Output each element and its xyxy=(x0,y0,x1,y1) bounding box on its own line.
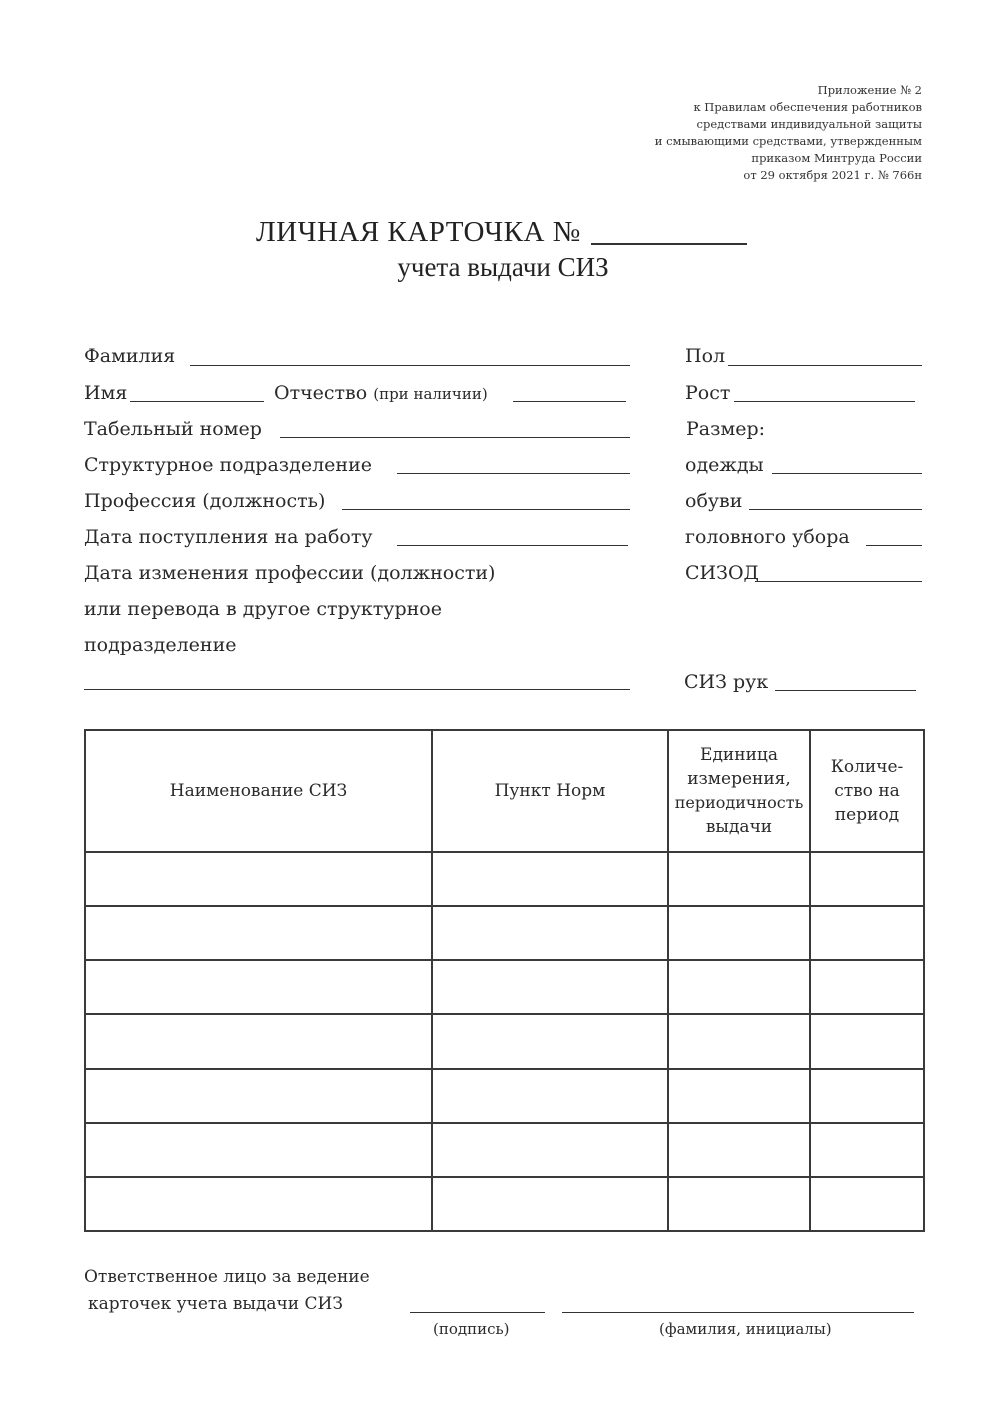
siz-name-cell[interactable] xyxy=(85,852,432,906)
name-label: Имя xyxy=(84,382,128,404)
table-row xyxy=(85,960,924,1014)
change-date-label-2: или перевода в другое структурное xyxy=(84,598,442,620)
hire-date-field[interactable] xyxy=(397,545,628,546)
quantity-cell[interactable] xyxy=(810,906,924,960)
siz-name-cell[interactable] xyxy=(85,1177,432,1231)
quantity-cell[interactable] xyxy=(810,1014,924,1068)
card-number-field[interactable] xyxy=(591,243,747,245)
header-qty-l2: ство на xyxy=(834,781,900,801)
hire-date-label: Дата поступления на работу xyxy=(84,526,373,548)
unit-period-cell[interactable] xyxy=(668,1123,810,1177)
card-subtitle xyxy=(0,252,1000,283)
department-field[interactable] xyxy=(397,473,630,474)
patronymic-note: (при наличии) xyxy=(373,385,488,403)
annex-line: приказом Минтруда России xyxy=(751,151,922,165)
siz-name-cell[interactable] xyxy=(85,906,432,960)
clothes-size-label: одежды xyxy=(685,454,764,476)
patronymic-label xyxy=(274,382,488,405)
headwear-size-field[interactable] xyxy=(866,545,922,546)
norm-item-cell[interactable] xyxy=(432,906,668,960)
quantity-cell[interactable] xyxy=(810,1123,924,1177)
table-row xyxy=(85,1177,924,1231)
norm-item-cell[interactable] xyxy=(432,1177,668,1231)
name-caption: (фамилия, инициалы) xyxy=(659,1320,832,1338)
siz-name-cell[interactable] xyxy=(85,1123,432,1177)
header-quantity xyxy=(810,730,924,852)
sizod-label: СИЗОД xyxy=(685,562,759,584)
responsible-label-2: карточек учета выдачи СИЗ xyxy=(88,1294,343,1314)
table-row xyxy=(85,852,924,906)
table-body xyxy=(85,852,924,1231)
norm-item-cell[interactable] xyxy=(432,1123,668,1177)
siz-hands-field[interactable] xyxy=(775,690,916,691)
signature-field[interactable] xyxy=(410,1312,545,1313)
height-field[interactable] xyxy=(734,401,915,402)
siz-name-cell[interactable] xyxy=(85,960,432,1014)
full-name-field[interactable] xyxy=(562,1312,914,1313)
siz-name-cell[interactable] xyxy=(85,1069,432,1123)
responsible-label-1: Ответственное лицо за ведение xyxy=(84,1267,370,1287)
table-header-row xyxy=(85,730,924,852)
change-date-label-1: Дата изменения профессии (должности) xyxy=(84,562,496,584)
change-date-field[interactable] xyxy=(84,689,630,690)
header-norm-item: Пункт Норм xyxy=(432,730,668,852)
height-label: Рост xyxy=(685,382,731,404)
annex-note xyxy=(502,82,922,184)
unit-period-cell[interactable] xyxy=(668,960,810,1014)
name-field[interactable] xyxy=(130,401,264,402)
clothes-size-field[interactable] xyxy=(772,473,922,474)
surname-field[interactable] xyxy=(190,365,630,366)
profession-field[interactable] xyxy=(342,509,630,510)
table-row xyxy=(85,1069,924,1123)
shoe-size-field[interactable] xyxy=(749,509,922,510)
siz-table xyxy=(84,729,925,1232)
tab-number-field[interactable] xyxy=(280,437,630,438)
annex-line: к Правилам обеспечения работников xyxy=(693,100,922,114)
unit-period-cell[interactable] xyxy=(668,852,810,906)
siz-name-cell[interactable] xyxy=(85,1014,432,1068)
profession-label: Профессия (должность) xyxy=(84,490,326,512)
siz-hands-label: СИЗ рук xyxy=(684,671,769,693)
header-unit-period xyxy=(668,730,810,852)
surname-label: Фамилия xyxy=(84,345,176,367)
table-row xyxy=(85,1123,924,1177)
header-qty-l1: Количе- xyxy=(830,757,904,777)
header-siz-name: Наименование СИЗ xyxy=(85,730,432,852)
norm-item-cell[interactable] xyxy=(432,960,668,1014)
card-subtitle-text: учета выдачи СИЗ xyxy=(397,252,609,282)
tab-number-label: Табельный номер xyxy=(84,418,262,440)
unit-period-cell[interactable] xyxy=(668,1177,810,1231)
quantity-cell[interactable] xyxy=(810,852,924,906)
table-row xyxy=(85,906,924,960)
table-row xyxy=(85,1014,924,1068)
header-unit-l3: периодичность xyxy=(674,793,804,812)
headwear-size-label: головного убора xyxy=(685,526,850,548)
annex-line: и смывающими средствами, утвержденным xyxy=(654,134,922,148)
sizod-field[interactable] xyxy=(755,581,922,582)
norm-item-cell[interactable] xyxy=(432,852,668,906)
quantity-cell[interactable] xyxy=(810,1069,924,1123)
quantity-cell[interactable] xyxy=(810,1177,924,1231)
department-label: Структурное подразделение xyxy=(84,454,372,476)
header-unit-l4: выдачи xyxy=(705,817,773,837)
shoe-size-label: обуви xyxy=(685,490,743,512)
header-qty-l3: период xyxy=(834,805,900,825)
annex-line: Приложение № 2 xyxy=(817,83,922,97)
patronymic-text: Отчество xyxy=(274,382,368,404)
size-label: Размер: xyxy=(686,418,766,440)
unit-period-cell[interactable] xyxy=(668,1014,810,1068)
change-date-label-3: подразделение xyxy=(84,634,237,656)
annex-line: от 29 октября 2021 г. № 766н xyxy=(743,168,922,182)
header-unit-l1: Единица xyxy=(700,745,778,765)
norm-item-cell[interactable] xyxy=(432,1069,668,1123)
annex-line: средствами индивидуальной защиты xyxy=(696,117,922,131)
patronymic-field[interactable] xyxy=(513,401,626,402)
signature-caption: (подпись) xyxy=(433,1320,510,1338)
gender-field[interactable] xyxy=(728,365,922,366)
unit-period-cell[interactable] xyxy=(668,1069,810,1123)
card-title: ЛИЧНАЯ КАРТОЧКА № xyxy=(256,216,581,248)
gender-label: Пол xyxy=(685,345,726,367)
quantity-cell[interactable] xyxy=(810,960,924,1014)
norm-item-cell[interactable] xyxy=(432,1014,668,1068)
unit-period-cell[interactable] xyxy=(668,906,810,960)
header-unit-l2: измерения, xyxy=(687,769,791,789)
